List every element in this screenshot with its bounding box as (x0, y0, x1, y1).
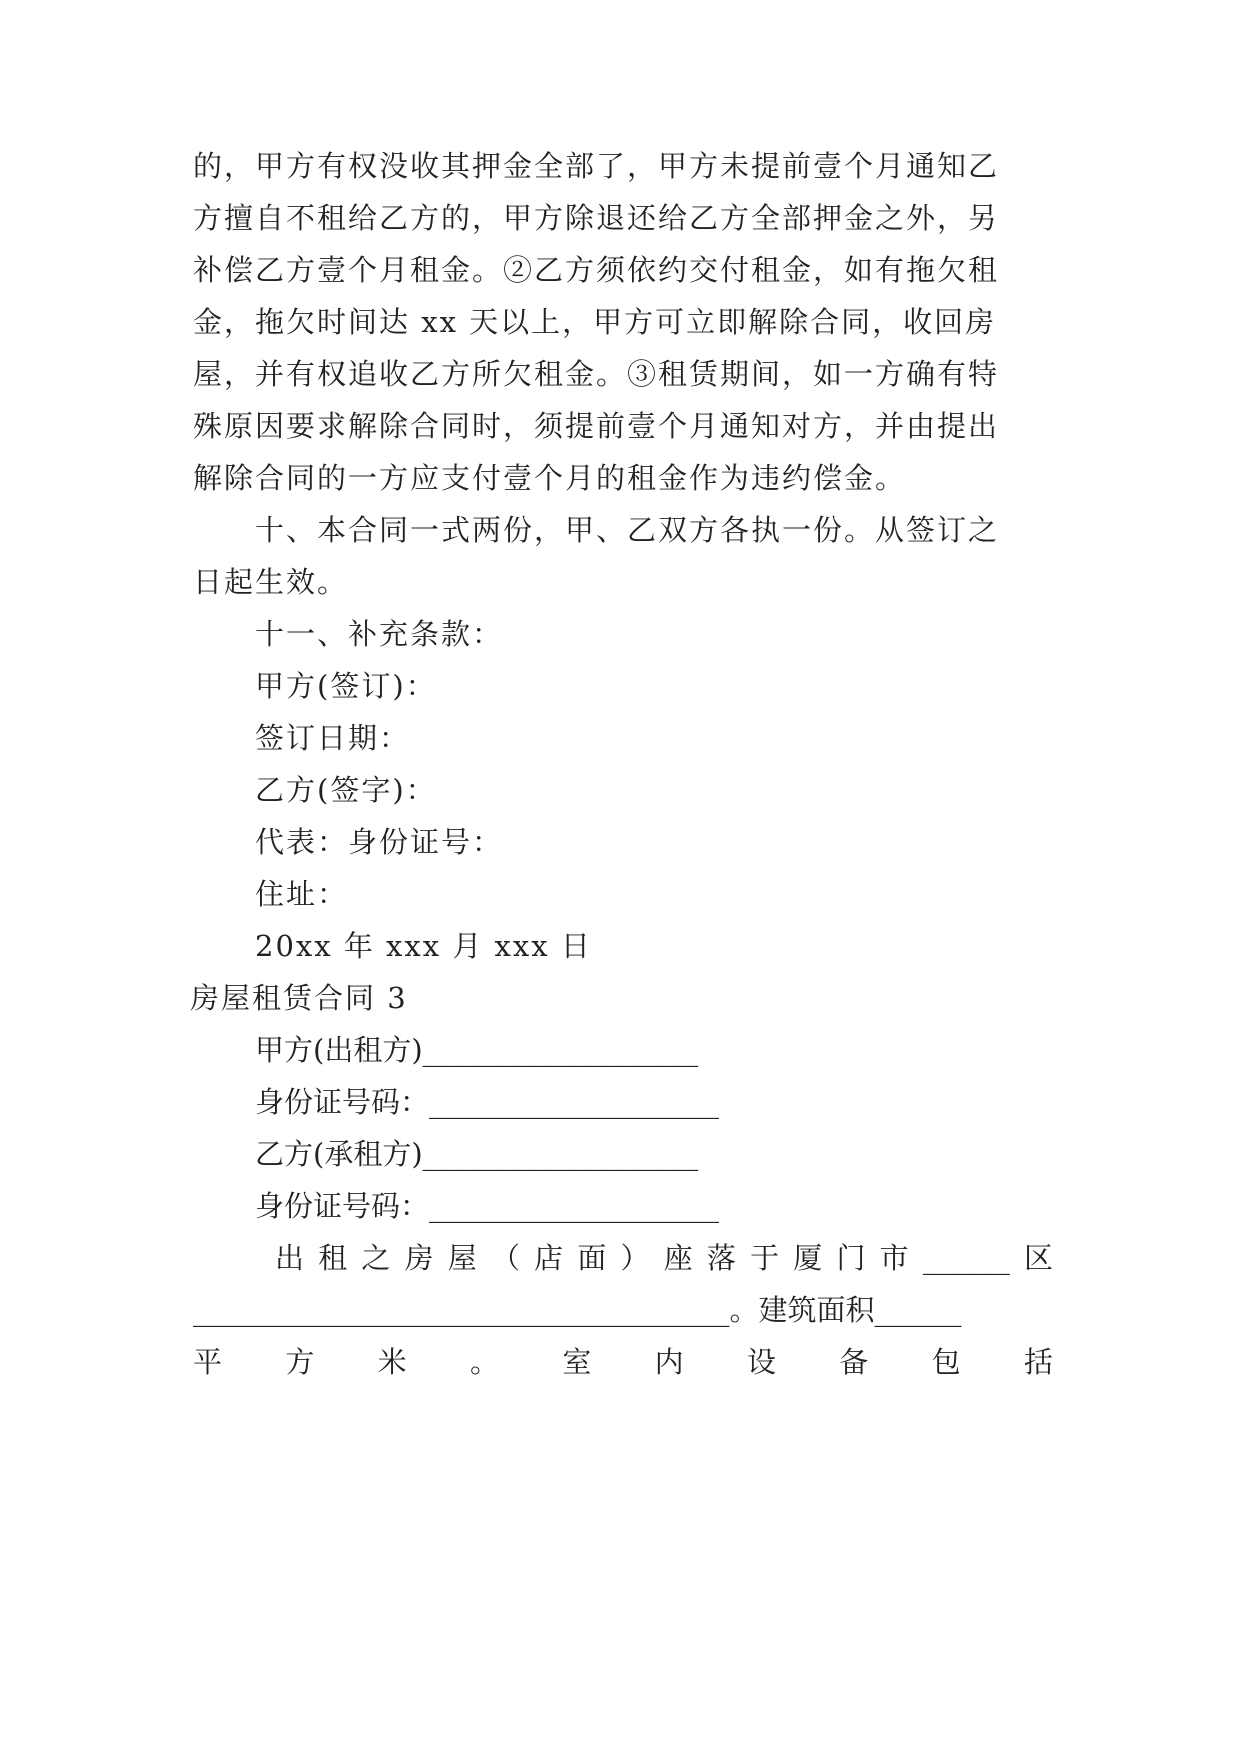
location-char: 房 (404, 1241, 434, 1275)
area-char: 备 (839, 1345, 869, 1379)
location-char: 区 (1023, 1241, 1053, 1275)
representative-id-label: 代表：身份证号： (255, 825, 504, 859)
location-char: 市 (879, 1241, 909, 1275)
location-char: 租 (318, 1241, 348, 1275)
area-char: 方 (285, 1345, 315, 1379)
location-char: ） (620, 1241, 650, 1275)
area-char: 。 (469, 1345, 499, 1379)
location-char: 屋 (447, 1241, 477, 1275)
area-line (193, 1342, 1053, 1382)
address-label: 住址： (255, 877, 349, 911)
paragraph-line: 屋，并有权追收乙方所欠租金。③租赁期间，如一方确有特 (193, 357, 1000, 391)
location-line (275, 1238, 1053, 1278)
date-line: 20xx 年 xxx 月 xxx 日 (255, 929, 592, 963)
location-char: 厦 (793, 1241, 823, 1275)
clause-11-heading: 十一、补充条款： (255, 617, 504, 651)
location-address-blank-line: _____________________________________。建筑面积______ (193, 1293, 962, 1327)
location-char: 之 (361, 1241, 391, 1275)
clause-10-line: 十、本合同一式两份，甲、乙双方各执一份。从签订之 (255, 513, 1000, 547)
area-char: 设 (746, 1345, 776, 1379)
location-district-blank: ______ (922, 1241, 1010, 1275)
clause-10-line: 日起生效。 (193, 565, 349, 599)
area-char: 米 (377, 1345, 407, 1379)
location-char: 店 (534, 1241, 564, 1275)
party-a-lessor-field: 甲方(出租方)___________________ (255, 1033, 699, 1067)
sign-date-label: 签订日期： (255, 721, 411, 755)
location-char: 面 (577, 1241, 607, 1275)
location-char: 座 (663, 1241, 693, 1275)
area-char: 括 (1023, 1345, 1053, 1379)
paragraph-line: 的，甲方有权没收其押金全部了，甲方未提前壹个月通知乙 (193, 149, 1000, 183)
paragraph-line: 补偿乙方壹个月租金。②乙方须依约交付租金，如有拖欠租 (193, 253, 1000, 287)
contract-3-title: 房屋租赁合同 3 (190, 981, 408, 1015)
party-a-signature-label: 甲方(签订)： (255, 669, 437, 703)
paragraph-line: 解除合同的一方应支付壹个月的租金作为违约偿金。 (193, 461, 907, 495)
area-char: 包 (931, 1345, 961, 1379)
party-b-lessee-field: 乙方(承租方)___________________ (255, 1137, 699, 1171)
location-char: 落 (706, 1241, 736, 1275)
area-char: 内 (654, 1345, 684, 1379)
paragraph-line: 方擅自不租给乙方的，甲方除退还给乙方全部押金之外，另 (193, 201, 1000, 235)
paragraph-line: 殊原因要求解除合同时，须提前壹个月通知对方，并由提出 (193, 409, 1000, 443)
id-number-a-field: 身份证号码：____________________ (255, 1085, 720, 1119)
area-char: 室 (562, 1345, 592, 1379)
location-char: 出 (275, 1241, 305, 1275)
area-char: 平 (193, 1345, 223, 1379)
location-char: 于 (750, 1241, 780, 1275)
paragraph-line: 金，拖欠时间达 xx 天以上，甲方可立即解除合同，收回房 (193, 305, 997, 339)
id-number-b-field: 身份证号码：____________________ (255, 1189, 720, 1223)
location-char: （ (490, 1241, 520, 1275)
location-char: 门 (836, 1241, 866, 1275)
party-b-signature-label: 乙方(签字)： (255, 773, 437, 807)
